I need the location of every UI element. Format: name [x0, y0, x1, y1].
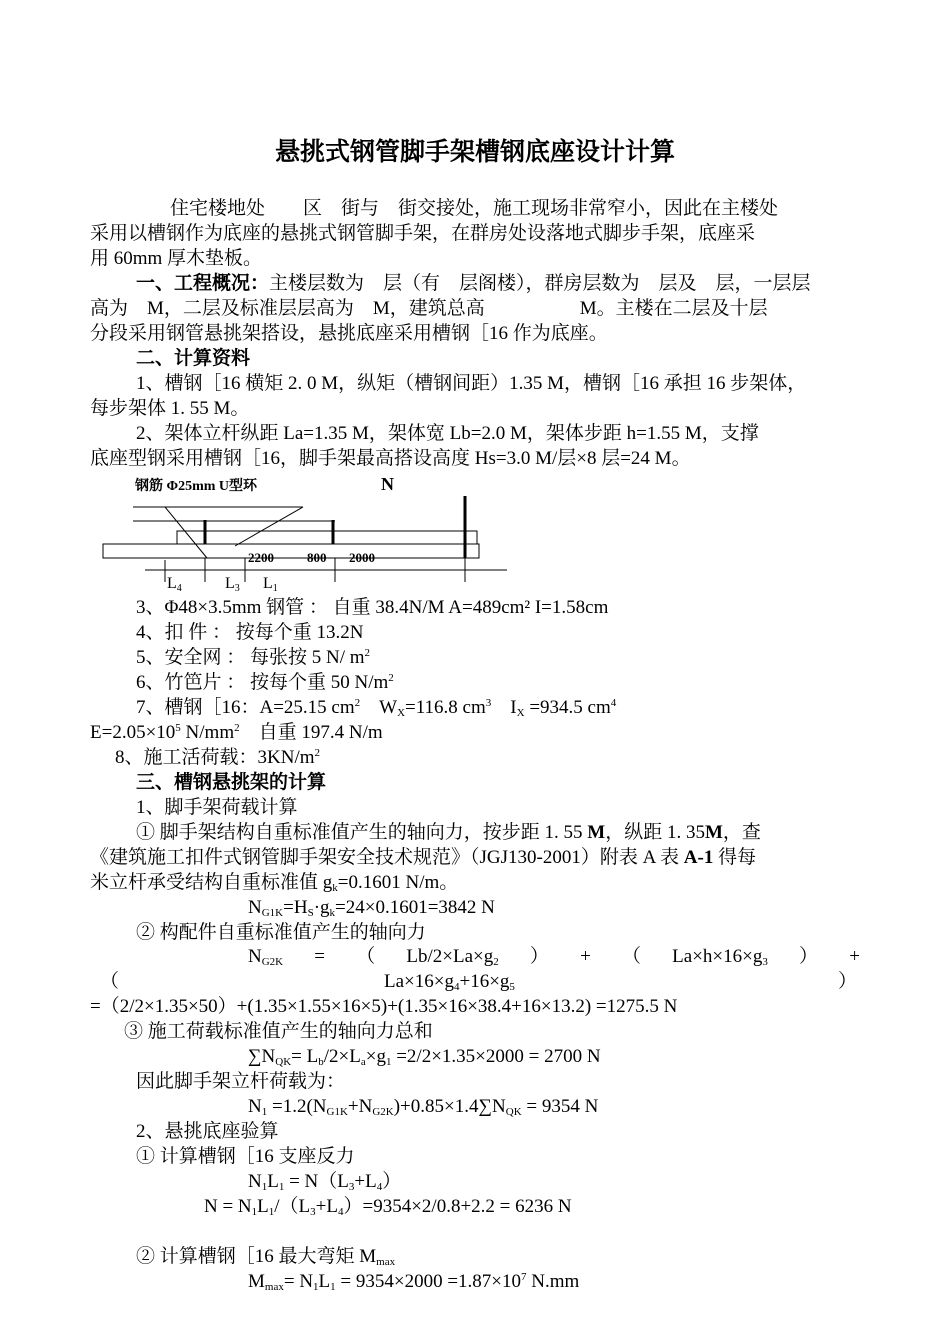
label-l1: L1 [263, 575, 278, 594]
rebar-diagonal-1 [165, 507, 207, 558]
section-1-text-1: 主楼层数为 层（有 层阁楼），群房层数为 层及 层，一层层 [269, 273, 811, 294]
calc-5-line: ① 计算槽钢［16 支座反力 [136, 1146, 355, 1167]
formula-ng2k-close: ） [838, 971, 858, 992]
item-6-bamboo-panel: 6、竹笆片 ： 按每个重 50 $N/m^2$ [136, 672, 394, 693]
intro-line-2: 采用以槽钢作为底座的悬挑式钢管脚手架，在群房处设落地式脚步手架，底座采 [90, 223, 756, 244]
calc-4-line: 因此脚手架立杆荷载为： [136, 1071, 346, 1092]
calc-1-line-1: ① 脚手架结构自重标准值产生的轴向力，按步距 1. 55 M，纵距 1. 35M，查 [136, 822, 761, 843]
calc-2-line: ② 构配件自重标准值产生的轴向力 [136, 922, 426, 943]
formula-ng2k-open: （ [100, 971, 120, 992]
item-7-modulus: $E=2.05\times 10^5$ $N/mm^2$ 自重 197.4 N/m [90, 722, 383, 743]
formula-ng2k-result: =（2/2×1.35×50）+(1.35×1.55×16×5)+(1.35×16×38.4+16×13.2) =1275.5 N [90, 996, 678, 1017]
intro-line-1: 住宅楼地处 区 街与 街交接处，施工现场非常窄小，因此在主楼处 [170, 198, 779, 219]
section-1-line-1 [136, 273, 811, 295]
section-3-heading: 三、槽钢悬挑架的计算 [136, 772, 327, 793]
formula-ng2k-line-2: $La\times 16\times g_4+16\times g_5$ [384, 971, 515, 993]
load-label: N [381, 474, 394, 494]
label-l4: L4 [167, 575, 182, 594]
rebar-label: 钢筋 Φ25mm U型环 [135, 479, 258, 494]
section-2-heading: 二、计算资料 [136, 348, 251, 369]
formula-ng1k: $N_{G1K}=H_S\cdot g_k=24\times 0.1601=3842$ N [248, 897, 495, 919]
section-2-item-2b: 底座型钢采用槽钢［16，脚手架最高搭设高度 Hs=3.0 M/层×8 层=24 M。 [90, 448, 691, 469]
section-1-line-2: 高为 M，二层及标准层层高为 M，建筑总高 M。主楼在二层及十层 [90, 298, 768, 319]
item-4-coupler: 4、扣 件 ： 按每个重 13.2N [136, 622, 364, 643]
cantilever-diagram [95, 470, 515, 595]
calc-6-line: ② 计算槽钢［16 最大弯矩 $M_{max}$ [136, 1246, 396, 1268]
item-3-steel-pipe: 3、Φ48×3.5mm 钢管 ： 自重 38.4N/M A=489cm² I=1.58cm [136, 597, 609, 618]
formula-ng2k-line-1: $N_{G2K}$ = （ $Lb/2\times La\times g_2$ ） + （ $La\times h\times 16\times g_3$ ） + [248, 946, 860, 968]
intro-line-3: 用 60mm 厚木垫板。 [90, 248, 263, 269]
item-8-live-load: 8、施工活荷载：$3KN/m^2$ [115, 747, 321, 768]
item-5-safety-net: 5、安全网 ： 每张按 5 N/ $m^2$ [136, 647, 371, 668]
formula-reaction-eq: $N_1L_1 = N(L_3+L_4)$ [248, 1171, 402, 1193]
dim-800: 800 [307, 550, 327, 565]
section-2-item-1b: 每步架体 1. 55 M。 [90, 398, 250, 419]
formula-mmax: $M_{max}= N_1L_1 = 9354\times 2000 =1.87\times 10^7$ N.mm [248, 1271, 580, 1293]
formula-nqk: $\sum N_{QK}= L_b/2\times L_a\times g_1 =2/2\times 1.35\times 2000 = 2700$ N [248, 1046, 601, 1068]
section-1-heading: 一、工程概况： [136, 273, 270, 294]
dim-2200: 2200 [248, 550, 274, 565]
rebar-diagonal-2 [235, 507, 303, 546]
anchor-block [177, 531, 477, 544]
section-3-sub-1: 1、脚手架荷载计算 [136, 797, 298, 818]
calc-1-line-2: 《建筑施工扣件式钢管脚手架安全技术规范》（JGJ130-2001）附表 A 表 A-1 得每 [90, 847, 757, 868]
item-7-channel-steel: 7、槽钢［16：A=25.15 $cm^2$ $W_X=116.8$ $cm^3$ $I_X =934.5$ $cm^4$ [136, 697, 617, 719]
calc-1-line-3: 米立杆承受结构自重标准值 $g_k=0.1601$ N/m。 [90, 872, 459, 894]
channel-beam [103, 544, 479, 558]
dim-2000: 2000 [349, 550, 375, 565]
document-title: 悬挑式钢管脚手架槽钢底座设计计算 [274, 137, 675, 166]
formula-n1: $N_1 =1.2(N_{G1K}+N_{G2K})+0.85\times 1.4\sum N_{QK} = 9354$ N [248, 1096, 599, 1118]
calc-3-line: ③ 施工荷载标准值产生的轴向力总和 [124, 1021, 433, 1042]
label-l3: L3 [225, 575, 240, 594]
section-2-item-1a: 1、槽钢［16 横矩 2. 0 M，纵矩（槽钢间距）1.35 M，槽钢［16 承担 16 步架体， [136, 373, 807, 394]
section-2-item-2a: 2、架体立杆纵距 La=1.35 M，架体宽 Lb=2.0 M，架体步距 h=1.55 M，支撑 [136, 423, 759, 444]
section-3-sub-2: 2、悬挑底座验算 [136, 1121, 279, 1142]
formula-reaction-result: $N = N_1L_1/(L_3+L_4)=9354\times 2/0.8+2.2 = 6236$ N [204, 1196, 572, 1218]
section-1-line-3: 分段采用钢管悬挑架搭设，悬挑底座采用槽钢［16 作为底座。 [90, 323, 608, 344]
